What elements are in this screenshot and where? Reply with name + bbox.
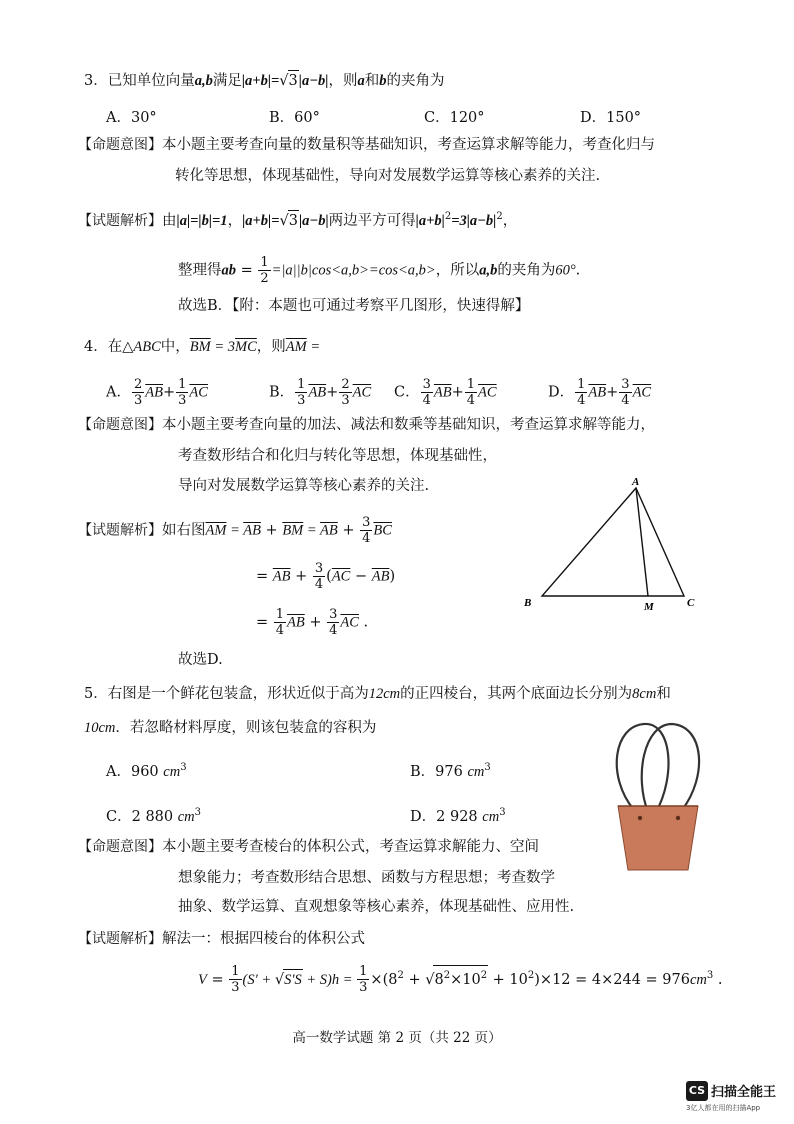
q3-text: ，则	[328, 73, 358, 89]
exponent: 3	[194, 807, 202, 818]
intent-tag: 【命题意图】	[78, 137, 162, 153]
denominator: 3	[133, 393, 143, 408]
fraction	[313, 562, 325, 591]
watermark-name: 扫描全能王	[711, 1085, 777, 1100]
intent-tag: 【命题意图】	[78, 839, 162, 855]
q3-vectors: a,b	[194, 73, 213, 89]
fraction	[619, 378, 631, 407]
q5-option-b[interactable]	[410, 758, 491, 782]
q3-text: 的夹角为	[386, 73, 445, 89]
math: $\overline{BM}$	[189, 339, 211, 355]
math: $\overline{MC}$	[235, 339, 257, 355]
math: = 3	[210, 339, 236, 355]
q4-option-b[interactable]	[269, 378, 371, 407]
fraction	[421, 378, 433, 407]
fraction	[360, 516, 372, 545]
intent-text: 本小题主要考查棱台的体积公式，考查运算求解能力、空间	[162, 839, 539, 855]
math: +	[403, 971, 426, 988]
analysis-text: 由	[162, 212, 177, 229]
q5-intent-cont-2: 抽象、数学运算、直观想象等核心素养，体现基础性、应用性.	[178, 899, 575, 915]
math: =3|a−b|	[451, 212, 497, 229]
option-label: D．	[548, 384, 575, 401]
math: + S)h =	[302, 971, 357, 988]
analysis-tag: 【试题解析】	[78, 212, 162, 229]
denominator: 4	[329, 623, 338, 638]
sqrt-sign: √	[279, 73, 289, 89]
denominator: 4	[275, 623, 285, 638]
numerator: 3	[362, 515, 371, 530]
unit: cm	[482, 808, 500, 825]
bag-body	[618, 806, 698, 870]
q5-volume-formula	[198, 965, 723, 994]
math: =	[306, 339, 321, 355]
unit: cm	[690, 971, 707, 988]
exponent: 3	[706, 970, 714, 981]
sqrt-sign: √	[274, 971, 285, 988]
q3-number: 3．	[84, 73, 108, 89]
math: 8	[632, 686, 640, 702]
fraction	[132, 378, 144, 407]
math: $\overline{AB}$	[588, 384, 607, 401]
q5-stem-1	[84, 684, 671, 704]
triangle-figure	[520, 472, 706, 620]
option-value: 976	[435, 763, 468, 780]
segment-am	[636, 488, 648, 596]
bag-rivet-left	[638, 816, 642, 820]
label-b: B	[524, 597, 532, 609]
math: $\overline{BM}$	[282, 522, 304, 539]
math: 2	[496, 211, 503, 222]
q4-analysis-1	[78, 516, 392, 545]
math: $\overline{AC}$	[340, 614, 359, 631]
denominator: 4	[362, 531, 371, 546]
math: ×(8	[370, 971, 398, 988]
numerator: 2	[133, 377, 143, 392]
numerator: 1	[577, 377, 586, 392]
math: 2	[444, 211, 452, 222]
intent-text: 本小题主要考查向量的加法、减法和数乘等基础知识，考查运算求解等能力，	[162, 417, 655, 433]
analysis-text: ，	[227, 212, 243, 229]
fraction	[295, 378, 307, 407]
math: cm	[98, 720, 116, 736]
q5-option-a[interactable]	[106, 758, 187, 782]
exponent: 2	[397, 970, 404, 981]
q4-text: 在	[107, 339, 123, 355]
q4-analysis-3	[256, 608, 368, 637]
q4-analysis-2	[256, 562, 395, 591]
q3-stem	[84, 70, 444, 91]
unit: cm	[467, 763, 485, 780]
math: cm	[383, 686, 401, 702]
math: $\overline{AB}$	[243, 522, 261, 539]
math: +	[337, 522, 360, 539]
math: V	[198, 971, 207, 988]
math: ×10	[450, 971, 481, 988]
q5-number: 5．	[84, 686, 108, 702]
math: $\overline{AB}$	[308, 384, 327, 401]
label-m: M	[644, 601, 654, 613]
denominator: 4	[422, 393, 431, 408]
math: 12	[368, 686, 384, 702]
denominator: 3	[231, 980, 240, 996]
fraction	[357, 965, 369, 994]
math: $\overline{AB}$	[371, 568, 390, 585]
label-a: A	[632, 476, 640, 488]
option-label: C．	[106, 808, 132, 825]
bag-handle-right	[642, 724, 699, 812]
sqrt-sign: √	[425, 971, 435, 988]
q4-text: ，则	[256, 339, 286, 355]
numerator: 1	[231, 964, 240, 980]
denominator: 3	[297, 393, 306, 408]
math: =	[236, 262, 258, 279]
math: $\overline{AB}$	[145, 384, 163, 401]
q5-text: 右图是一个鲜花包装盒，形状近似于高为	[107, 686, 369, 702]
analysis-text: 的夹角为	[497, 262, 556, 279]
unit: cm	[177, 808, 195, 825]
math: 3	[288, 210, 299, 231]
math: |a+b|	[415, 212, 445, 229]
q5-text: 的正四棱台，其两个底面边长分别为	[400, 686, 633, 702]
q3-intent	[78, 135, 655, 155]
q5-stem-2	[84, 718, 376, 738]
numerator: 3	[329, 607, 338, 622]
analysis-text: 解法一：根据四棱台的体积公式	[162, 931, 365, 947]
denominator: 3	[341, 393, 350, 408]
denominator: 4	[577, 393, 586, 408]
math: 60°	[555, 262, 576, 279]
q3-intent-cont: 转化等思想，体现基础性，导向对发展数学运算等核心素养的关注.	[175, 168, 601, 184]
watermark-subtitle: 3亿人都在用的扫描App	[686, 1103, 761, 1112]
analysis-text: 整理得	[178, 262, 222, 279]
numerator: 1	[260, 255, 269, 270]
math: $\overline{AC}$	[478, 384, 497, 401]
q4-choice: 故选D.	[178, 652, 223, 668]
numerator: 2	[341, 377, 350, 392]
sqrt-sign: √	[279, 212, 289, 229]
fraction	[465, 378, 477, 407]
analysis-text: ，所以	[435, 262, 480, 279]
math: +	[260, 522, 283, 539]
math: $\overline{AM}$	[205, 522, 227, 539]
math: 8	[434, 971, 444, 988]
fraction	[274, 608, 286, 637]
option-label: D．	[410, 808, 437, 825]
q3-text: 满足	[212, 73, 242, 89]
math: =|a||b|cos<a,b>=cos<a,b>	[271, 262, 436, 279]
math: +	[451, 384, 464, 401]
math: .	[713, 971, 723, 988]
triangle-icon: △	[122, 338, 134, 355]
q4-option-c[interactable]	[394, 378, 497, 407]
math: ab	[221, 262, 236, 279]
math: S′S	[283, 969, 303, 990]
q4-option-d[interactable]	[548, 378, 651, 407]
math: ABC	[133, 339, 161, 355]
option-label: B．	[269, 384, 295, 401]
fraction	[258, 256, 270, 285]
math: $\overline{AC}$	[352, 384, 372, 401]
exponent: 2	[443, 970, 451, 981]
label-c: C	[687, 597, 695, 609]
math: $\overline{BC}$	[373, 522, 392, 539]
q3-condition: |a+b|=	[241, 73, 280, 89]
math: cm	[639, 686, 657, 702]
q3-text: 已知单位向量	[107, 73, 195, 89]
option-label: A．	[106, 384, 131, 401]
page-footer: 高一数学试题 第 2 页（共 22 页）	[292, 1030, 502, 1046]
math: +	[162, 384, 176, 401]
math: $\overline{AB}$	[272, 568, 291, 585]
denominator: 2	[260, 271, 269, 286]
option-label: B．	[410, 763, 436, 780]
exponent: 2	[480, 970, 488, 981]
denominator: 4	[314, 577, 324, 592]
math: $\overline{AC}$	[189, 384, 208, 401]
scanner-watermark	[686, 1080, 776, 1113]
math: (	[326, 568, 332, 585]
numerator: 1	[359, 964, 368, 980]
math: + 10	[488, 971, 528, 988]
math: 10	[84, 720, 99, 736]
exponent: 3	[180, 762, 187, 773]
math: .	[358, 614, 369, 631]
sqrt-body	[433, 965, 488, 990]
math: $\overline{AC}$	[632, 384, 652, 401]
q5-text: 和	[656, 686, 671, 702]
option-value: 2 928	[436, 808, 483, 825]
bag-rivet-right	[676, 816, 680, 820]
numerator: 1	[466, 377, 476, 392]
denominator: 3	[178, 393, 187, 408]
numerator: 3	[422, 377, 431, 392]
numerator: 1	[178, 377, 187, 392]
q5-text: ．若忽略材料厚度，则该包装盒的容积为	[115, 720, 377, 736]
option-value: 960	[130, 763, 164, 780]
intent-text: 本小题主要考查向量的数量积等基础知识，考查运算求解等能力，考查化归与	[162, 137, 655, 153]
q5-option-c[interactable]	[106, 803, 201, 827]
numerator: 3	[621, 377, 630, 392]
math: $\overline{AC}$	[331, 568, 351, 585]
q3-option-c[interactable]: C．120°	[424, 110, 485, 126]
q3-root: 3	[288, 70, 299, 91]
q3-analysis-2	[178, 256, 580, 285]
fraction	[575, 378, 587, 407]
q4-number: 4．	[84, 339, 108, 355]
q3-analysis-1	[78, 207, 517, 231]
math: |a−b|	[298, 212, 329, 229]
q5-option-d[interactable]	[410, 803, 506, 827]
flower-box-figure	[604, 716, 714, 874]
q5-intent	[78, 837, 539, 857]
q4-stem	[84, 337, 320, 357]
q3-condition: |a−b|	[298, 73, 329, 89]
math: |a|=|b|=1	[176, 212, 228, 229]
fraction	[229, 965, 241, 994]
math: +	[290, 568, 312, 585]
math: +	[304, 614, 327, 631]
option-value: 2 880	[131, 808, 178, 825]
numerator: 1	[297, 377, 306, 392]
q4-intent	[78, 415, 655, 435]
math: $\overline{AB}$	[433, 384, 452, 401]
analysis-text: ，	[502, 212, 518, 229]
q3-vector-a: a	[357, 73, 365, 89]
math: |a+b|=	[242, 212, 280, 229]
analysis-tag: 【试题解析】	[78, 522, 162, 539]
q5-analysis-1	[78, 929, 365, 949]
math: =	[256, 614, 273, 631]
q3-option-d[interactable]: D．150°	[580, 110, 642, 126]
triangle-abc	[542, 488, 684, 596]
math: =	[206, 971, 229, 988]
math: (S′ +	[242, 971, 275, 988]
q5-intent-cont-1: 想象能力；考查数形结合思想、函数与方程思想；考查数学	[178, 870, 555, 886]
option-label: A．	[106, 763, 131, 780]
q3-text: 和	[364, 73, 380, 89]
option-label: C．	[394, 384, 420, 401]
fraction	[176, 378, 188, 407]
numerator: 1	[275, 607, 285, 622]
exponent: 3	[499, 807, 506, 818]
intent-tag: 【命题意图】	[78, 417, 162, 433]
q3-analysis-3: 故选B．【附：本题也可通过考察平几图形，快速得解】	[178, 298, 530, 314]
q4-option-a[interactable]	[106, 378, 208, 407]
camscanner-icon: CS	[686, 1081, 708, 1101]
q4-text: 中，	[160, 339, 190, 355]
math: =	[303, 522, 321, 539]
math: $\overline{AB}$	[287, 614, 305, 631]
math: $\overline{AM}$	[285, 339, 307, 355]
math: $\overline{AB}$	[320, 522, 338, 539]
math: −	[350, 568, 372, 585]
q3-vector-b: b	[379, 73, 387, 89]
analysis-text: .	[575, 262, 581, 279]
math: =	[226, 522, 244, 539]
math: )	[389, 568, 396, 585]
q3-option-b[interactable]: B．60°	[269, 110, 320, 126]
analysis-text: 如右图	[162, 522, 206, 539]
numerator: 3	[314, 561, 324, 576]
fraction	[339, 378, 351, 407]
math: =	[256, 568, 273, 585]
math: +	[326, 384, 339, 401]
denominator: 3	[359, 980, 368, 996]
math: )×12 = 4×244 = 976	[534, 971, 690, 988]
fraction	[327, 608, 339, 637]
q3-option-a[interactable]: A．30°	[106, 110, 157, 126]
analysis-tag: 【试题解析】	[78, 931, 162, 947]
analysis-text: 两边平方可得	[328, 212, 416, 229]
q4-intent-cont-2: 导向对发展数学运算等核心素养的关注.	[178, 478, 430, 494]
q4-intent-cont-1: 考查数形结合和化归与转化等思想，体现基础性，	[178, 448, 497, 464]
exponent: 3	[484, 762, 491, 773]
denominator: 4	[466, 393, 476, 408]
exponent: 2	[527, 970, 535, 981]
math: +	[606, 384, 619, 401]
denominator: 4	[621, 393, 630, 408]
math: a,b	[479, 262, 498, 279]
unit: cm	[163, 763, 181, 780]
